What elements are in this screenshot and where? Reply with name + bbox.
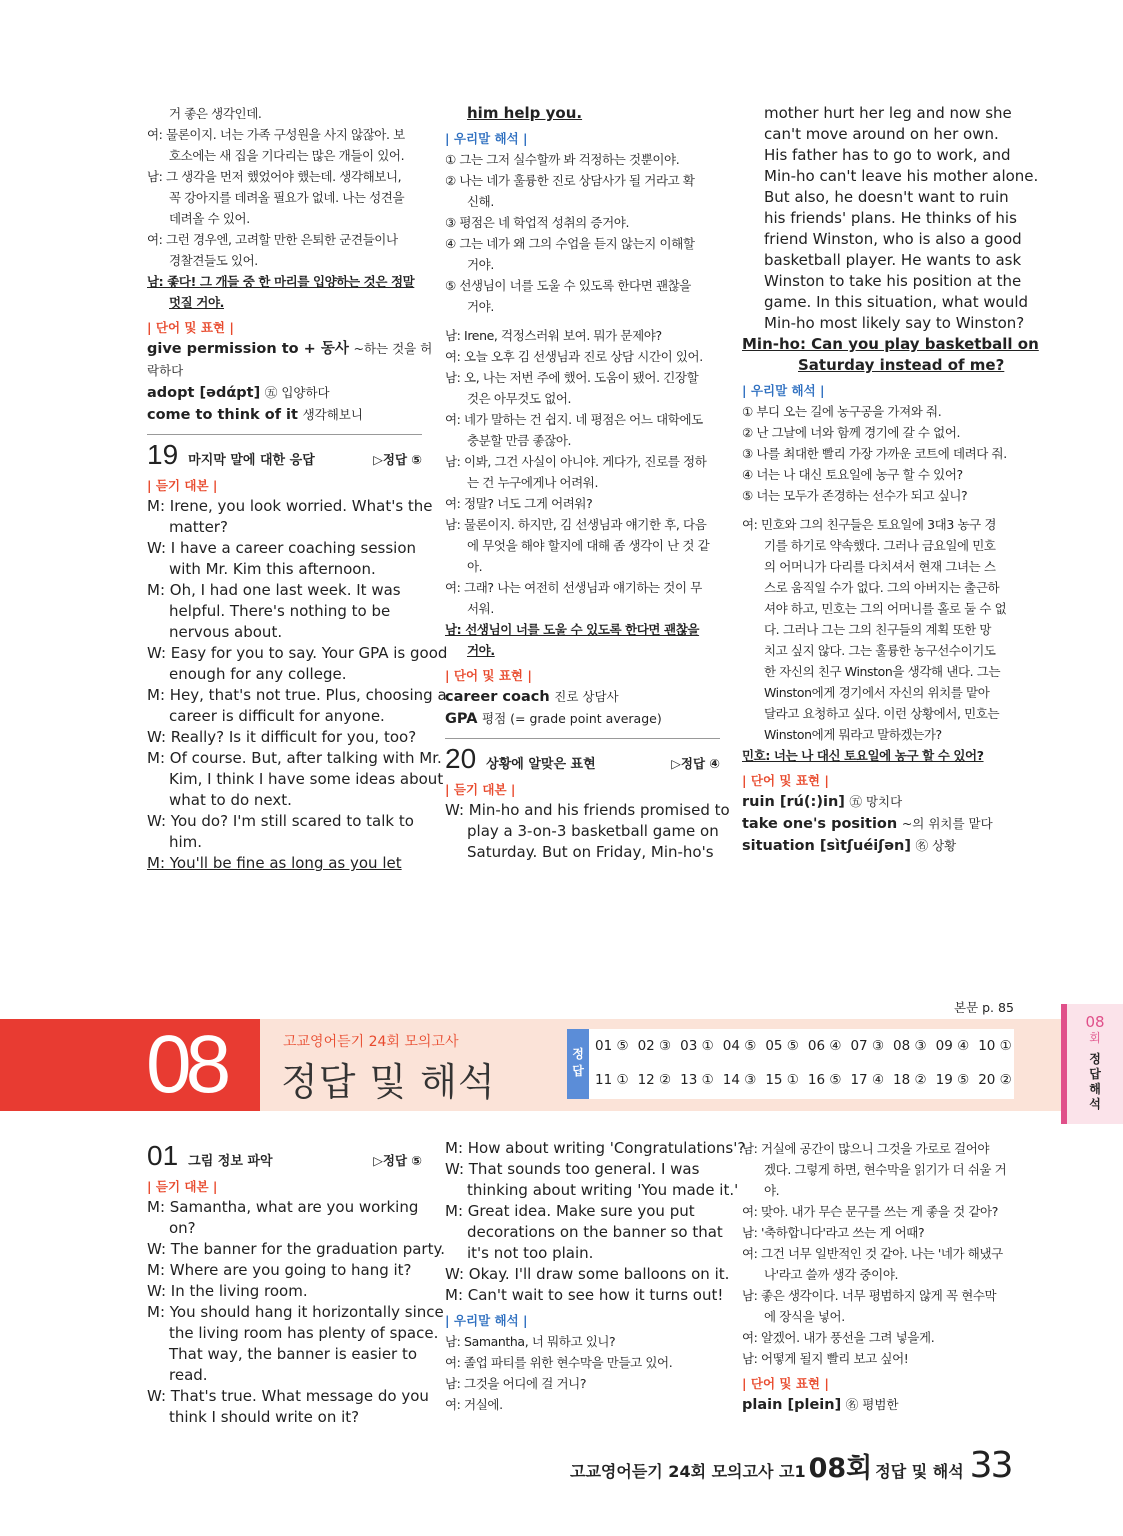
question-number: 20 <box>445 743 477 774</box>
script-line: M: Irene, you look worried. What's the <box>147 497 433 515</box>
script-line: play a 3-on-3 basketball game on <box>467 822 719 840</box>
para-line: Winston에게 경기에서 자신의 위치를 맡아 <box>764 685 990 700</box>
text-line: 거 좋은 생각인데. <box>169 106 262 121</box>
dialog-line: 여: 맞아. 내가 무슨 문구를 쓰는 게 좋을 것 같아? <box>742 1204 998 1219</box>
script-tag: | 듣기 대본 | <box>445 782 516 797</box>
script-line: That way, the banner is easier to <box>169 1345 418 1363</box>
vocab-meaning: 진로 상담사 <box>554 689 619 704</box>
script-line: on? <box>169 1219 196 1237</box>
question-header <box>147 434 422 471</box>
dialog-line: 남: Samantha, 너 뭐하고 있니? <box>445 1334 616 1349</box>
dialog-line: 여: 그건 너무 일반적인 것 같아. 나는 '네가 해냈구 <box>742 1246 1003 1261</box>
vocab-word: plain [plein] <box>742 1397 842 1413</box>
vocab-tag: | 단어 및 표현 | <box>147 320 234 335</box>
question-title: 그림 정보 파악 <box>188 1154 273 1169</box>
answer-cell: 08 ③ <box>893 1038 927 1054</box>
script-line: W: I have a career coaching session <box>147 539 417 557</box>
option-line: 거야. <box>467 257 494 272</box>
vocab-item <box>445 686 720 708</box>
text-line: 꼭 강아지를 데려올 필요가 없네. 나는 성견을 <box>169 190 405 205</box>
script-line: Saturday. But on Friday, Min-ho's <box>467 843 714 861</box>
dialog-line: 남: 어떻게 될지 빨리 보고 싶어! <box>742 1351 909 1366</box>
script-line: his friends' plans. He thinks of his <box>764 209 1017 227</box>
script-line: W: The banner for the graduation party. <box>147 1240 445 1258</box>
option-line: ⑤ 선생님이 너를 도울 수 있도록 한다면 괜찮을 <box>445 278 691 293</box>
answer-line: 민호: 너는 나 대신 토요일에 농구 할 수 있어? <box>742 748 984 763</box>
script-line: M: Oh, I had one last week. It was <box>147 581 401 599</box>
script-line: W: That's true. What message do you <box>147 1387 429 1405</box>
question-title: 마지막 말에 대한 응답 <box>188 453 315 468</box>
option-line: ① 부디 오는 길에 농구공을 가져와 줘. <box>742 404 942 419</box>
text-line: 경찰견들도 있어. <box>169 253 258 268</box>
script-line: Kim, I think I have some ideas about <box>169 770 444 788</box>
answer-cell: 20 ② <box>978 1072 1012 1088</box>
vocab-item <box>445 708 720 730</box>
script-line: M: How about writing 'Congratulations'? <box>445 1139 746 1157</box>
option-line: ③ 나를 최대한 빨리 가장 가까운 코트에 데려다 줘. <box>742 446 1007 461</box>
answer-line: 멋질 거야. <box>169 295 225 310</box>
script-line: Min-ho can't leave his mother alone. <box>764 167 1039 185</box>
dialog-line: 여: 네가 말하는 건 쉽지. 네 평점은 어느 대학에도 <box>445 412 703 427</box>
script-line: friend Winston, who is also a good <box>764 230 1022 248</box>
answer-cell: 17 ④ <box>850 1072 885 1088</box>
answer-cell: 18 ② <box>893 1072 927 1088</box>
vocab-word: ruin [rú(:)in] <box>742 794 845 810</box>
answer-cell: 13 ① <box>680 1072 714 1088</box>
banner-title: 정답 및 해석 <box>281 1060 496 1104</box>
kr-tag: | 우리말 해석 | <box>445 131 528 146</box>
vocab-word: GPA <box>445 711 478 727</box>
script-line: W: Min-ho and his friends promised to <box>445 801 730 819</box>
answer-cell: 01 ⑤ <box>595 1038 629 1054</box>
vocab-meaning: ㊔ 상황 <box>915 838 957 853</box>
side-tab <box>1061 1004 1123 1124</box>
dialog-line: 아. <box>467 559 483 574</box>
text-line: 여: 물론이지. 너는 가족 구성원을 사지 않잖아. 보 <box>147 127 405 142</box>
script-line: nervous about. <box>169 623 283 641</box>
dialog-line: 여: 오늘 오후 김 선생님과 진로 상담 시간이 있어. <box>445 349 703 364</box>
option-line: ⑤ 너는 모두가 존경하는 선수가 되고 싶니? <box>742 488 968 503</box>
para-line: 달라고 요청하고 싶다. 이런 상황에서, 민호는 <box>764 706 1000 721</box>
script-line: game. In this situation, what would <box>764 293 1029 311</box>
banner-subtitle: 고교영어듣기 24회 모의고사 <box>283 1034 459 1050</box>
vocab-item <box>147 338 433 360</box>
vocab-item <box>742 835 1022 857</box>
footer-book-title: 고교영어듣기 24회 모의고사 고1 <box>570 1462 806 1481</box>
script-line: enough for any college. <box>169 665 347 683</box>
side-tab-char: 해 <box>1089 1082 1101 1096</box>
option-line: ① 그는 그저 실수할까 봐 걱정하는 것뿐이야. <box>445 152 680 167</box>
dialog-line: 서워. <box>467 601 494 616</box>
option-line: ③ 평점은 네 학업적 성취의 증거야. <box>445 215 630 230</box>
option-line: 신해. <box>467 194 494 209</box>
script-line: W: You do? I'm still scared to talk to <box>147 812 414 830</box>
script-line: M: Can't wait to see how it turns out! <box>445 1286 724 1304</box>
dialog-line: 남: 오, 나는 저번 주에 했어. 도움이 됐어. 긴장할 <box>445 370 699 385</box>
vocab-word: take one's position <box>742 816 898 832</box>
chapter-number: 08 <box>146 1019 226 1110</box>
para-line: Winston에게 뭐라고 말하겠는가? <box>764 727 942 742</box>
kr-tag: | 우리말 해석 | <box>742 383 825 398</box>
answer-line: Saturday instead of me? <box>798 356 1005 374</box>
para-line: 다. 그러나 그는 그의 친구들의 계획 또한 망 <box>764 622 992 637</box>
answer-cell: 02 ③ <box>637 1038 672 1054</box>
answer-badge: ▷정답 ⑤ <box>373 452 422 467</box>
option-line: ④ 그는 네가 왜 그의 수업을 듣지 않는지 이해할 <box>445 236 695 251</box>
answer-cell: 19 ⑤ <box>935 1072 970 1088</box>
answer-cell: 05 ⑤ <box>765 1038 799 1054</box>
para-line: 한 자신의 친구 Winston을 생각해 낸다. 그는 <box>764 664 1001 679</box>
kr-tag: | 우리말 해석 | <box>445 1313 528 1328</box>
banner-red-block <box>0 1019 260 1111</box>
script-line: Min-ho most likely say to Winston? <box>764 314 1025 332</box>
vocab-item <box>147 360 422 382</box>
question-header <box>445 738 720 775</box>
script-line: W: In the living room. <box>147 1282 308 1300</box>
answer-row-2 <box>595 1072 1012 1088</box>
dialog-line: 충분할 만큼 좋잖아. <box>467 433 572 448</box>
script-line: career is difficult for anyone. <box>169 707 385 725</box>
vocab-meaning: 평점 (= grade point average) <box>482 711 662 726</box>
answer-line: him help you. <box>467 104 583 122</box>
dialog-line: 남: '축하합니다'라고 쓰는 게 어때? <box>742 1225 925 1240</box>
script-line: M: Where are you going to hang it? <box>147 1261 412 1279</box>
answer-line: 남: 좋다! 그 개들 중 한 마리를 입양하는 것은 정말 <box>147 274 415 289</box>
answer-cell: 14 ③ <box>722 1072 757 1088</box>
vocab-item <box>742 813 1022 835</box>
answer-cell: 11 ① <box>595 1072 629 1088</box>
script-line: thinking about writing 'You made it.' <box>467 1181 739 1199</box>
script-line: the living room has plenty of space. <box>169 1324 439 1342</box>
dialog-line: 여: 정말? 너도 그게 어려워? <box>445 496 593 511</box>
answer-cell: 06 ④ <box>807 1038 842 1054</box>
text-line: 남: 그 생각을 먼저 했었어야 했는데. 생각해보니, <box>147 169 402 184</box>
script-line: M: Samantha, what are you working <box>147 1198 419 1216</box>
vocab-meaning: ~의 위치를 맡다 <box>901 816 993 831</box>
script-line: basketball player. He wants to ask <box>764 251 1022 269</box>
dialog-line: 것은 아무것도 없어. <box>467 391 572 406</box>
answer-cell: 16 ⑤ <box>807 1072 842 1088</box>
dialog-line: 겠다. 그렇게 하면, 현수막을 읽기가 더 쉬울 거 <box>764 1162 1007 1177</box>
vocab-word: come to think of it <box>147 407 298 423</box>
para-line: 셔야 하고, 민호는 그의 어머니를 홀로 둘 수 없 <box>764 601 1007 616</box>
vocab-tag: | 단어 및 표현 | <box>742 773 829 788</box>
dialog-line: 여: 알겠어. 내가 풍선을 그려 넣을게. <box>742 1330 935 1345</box>
answer-badge: ▷정답 ④ <box>671 756 720 771</box>
script-line: W: Really? Is it difficult for you, too? <box>147 728 417 746</box>
script-tag: | 듣기 대본 | <box>147 1179 218 1194</box>
column-6 <box>742 1138 1022 1416</box>
column-3 <box>742 103 1039 857</box>
dialog-line: 에 무엇을 해야 할지에 대해 좀 생각이 난 것 같 <box>467 538 710 553</box>
script-line: His father has to go to work, and <box>764 146 1011 164</box>
script-line: W: That sounds too general. I was <box>445 1160 700 1178</box>
question-header <box>147 1136 422 1172</box>
script-line: with Mr. Kim this afternoon. <box>169 560 376 578</box>
script-line: M: You should hang it horizontally since <box>147 1303 444 1321</box>
question-number: 19 <box>147 439 179 470</box>
script-line: helpful. There's nothing to be <box>169 602 391 620</box>
answer-line: 남: 선생님이 너를 도울 수 있도록 한다면 괜찮을 <box>445 622 700 637</box>
vocab-meaning: ㊔ 평범한 <box>845 1397 899 1412</box>
dialog-line: 남: 그것을 어디에 걸 거니? <box>445 1376 587 1391</box>
vocab-word: adopt [ədάpt] <box>147 385 261 401</box>
answer-cell: 09 ④ <box>935 1038 970 1054</box>
script-line: think I should write on it? <box>169 1408 360 1426</box>
text-line: 여: 그런 경우엔, 고려할 만한 은퇴한 군견들이나 <box>147 232 398 247</box>
side-tab-char: 석 <box>1089 1097 1101 1111</box>
answer-cell: 03 ① <box>680 1038 714 1054</box>
answer-grid-label: 정답 <box>567 1029 589 1099</box>
vocab-tag: | 단어 및 표현 | <box>445 668 532 683</box>
page-reference: 본문 p. 85 <box>954 1000 1014 1015</box>
column-2 <box>445 103 730 863</box>
dialog-line: 여: 그래? 나는 여전히 선생님과 얘기하는 것이 무 <box>445 580 702 595</box>
column-1 <box>147 103 448 874</box>
vocab-word: career coach <box>445 689 550 705</box>
option-line: ② 나는 네가 훌륭한 진로 상담사가 될 거라고 확 <box>445 173 695 188</box>
vocab-item <box>147 404 422 426</box>
vocab-meaning: ~하는 것을 허 <box>353 341 433 356</box>
script-line: But also, he doesn't want to ruin <box>764 188 1009 206</box>
column-4 <box>147 1136 445 1428</box>
vocab-word: situation [sìtʃuéiʃən] <box>742 838 911 854</box>
side-tab-char: 정 <box>1089 1052 1101 1066</box>
script-line: him. <box>169 833 203 851</box>
answer-badge: ▷정답 ⑤ <box>373 1153 422 1168</box>
dialog-line: 남: 물론이지. 하지만, 김 선생님과 얘기한 후, 다음 <box>445 517 707 532</box>
vocab-item <box>742 1394 1022 1416</box>
script-line: decorations on the banner so that <box>467 1223 723 1241</box>
text-line: 데려올 수 있어. <box>169 211 250 226</box>
vocab-meaning: ㊄ 입양하다 <box>264 385 330 400</box>
answer-line: 거야. <box>467 643 495 658</box>
page-number: 33 <box>969 1445 1012 1486</box>
text-line: 호소에는 새 집을 기다리는 많은 개들이 있어. <box>169 148 405 163</box>
script-line: can't move around on her own. <box>764 125 999 143</box>
question-number: 01 <box>147 1140 179 1171</box>
dialog-line: 는 건 누구에게나 어려워. <box>467 475 599 490</box>
page-footer <box>570 1445 1011 1486</box>
answer-cell: 15 ① <box>765 1072 799 1088</box>
script-line: Winston to take his position at the <box>764 272 1022 290</box>
dialog-line: 남: Irene, 걱정스러워 보여. 뭐가 문제야? <box>445 328 662 343</box>
question-title: 상황에 알맞은 표현 <box>486 757 596 772</box>
vocab-meaning: ㊄ 망치다 <box>849 794 903 809</box>
dialog-line: 나'라고 쓸까 생각 중이야. <box>764 1267 899 1282</box>
dialog-line: 야. <box>764 1183 780 1198</box>
answer-line: Min-ho: Can you play basketball on <box>742 335 1039 353</box>
side-tab-hoe: 회 <box>1089 1031 1101 1045</box>
vocab-meaning: 락하다 <box>147 363 184 378</box>
answer-cell: 07 ③ <box>850 1038 885 1054</box>
answer-cell: 04 ⑤ <box>722 1038 757 1054</box>
script-line: M: You'll be fine as long as you let <box>147 854 402 872</box>
dialog-line: 여: 졸업 파티를 위한 현수막을 만들고 있어. <box>445 1355 673 1370</box>
para-line: 치고 싶지 않다. 그는 훌륭한 농구선수이기도 <box>764 643 996 658</box>
dialog-line: 여: 거실에. <box>445 1397 503 1412</box>
vocab-meaning: 생각해보니 <box>302 407 363 422</box>
footer-chapter: 08회 <box>808 1453 873 1484</box>
dialog-line: 남: 좋은 생각이다. 너무 평범하지 않게 꼭 현수막 <box>742 1288 997 1303</box>
script-line: it's not too plain. <box>467 1244 594 1262</box>
dialog-line: 남: 거실에 공간이 많으니 그것을 가로로 걸어야 <box>742 1141 990 1156</box>
script-line: M: Hey, that's not true. Plus, choosing a <box>147 686 447 704</box>
vocab-word: give permission to + 동사 <box>147 341 349 357</box>
vocab-item <box>742 791 1022 813</box>
script-line: matter? <box>169 518 228 536</box>
script-line: M: Of course. But, after talking with Mr. <box>147 749 442 767</box>
para-line: 스로 움직일 수가 없다. 그의 아버지는 출근하 <box>764 580 1000 595</box>
footer-section: 정답 및 해석 <box>875 1462 964 1481</box>
script-line: mother hurt her leg and now she <box>764 104 1012 122</box>
option-line: 거야. <box>467 299 494 314</box>
option-line: ② 난 그날에 너와 함께 경기에 갈 수 없어. <box>742 425 961 440</box>
para-line: 여: 민호와 그의 친구들은 토요일에 3대3 농구 경 <box>742 517 997 532</box>
side-tab-char: 답 <box>1089 1067 1101 1081</box>
para-line: 의 어머니가 다리를 다치셔서 현재 그녀는 스 <box>764 559 996 574</box>
option-line: ④ 너는 나 대신 토요일에 농구 할 수 있어? <box>742 467 963 482</box>
para-line: 기를 하기로 약속했다. 그러나 금요일에 민호 <box>764 538 996 553</box>
side-tab-number: 08 <box>1085 1013 1105 1031</box>
answer-cell: 10 ① <box>978 1038 1012 1054</box>
answer-cell: 12 ② <box>637 1072 672 1088</box>
dialog-line: 에 장식을 넣어. <box>764 1309 845 1324</box>
script-tag: | 듣기 대본 | <box>147 478 218 493</box>
script-line: M: Great idea. Make sure you put <box>445 1202 695 1220</box>
dialog-line: 남: 이봐, 그건 사실이 아니야. 게다가, 진로를 정하 <box>445 454 707 469</box>
script-line: W: Okay. I'll draw some balloons on it. <box>445 1265 730 1283</box>
answer-row-1 <box>595 1038 1012 1054</box>
column-5 <box>445 1138 746 1415</box>
vocab-tag: | 단어 및 표현 | <box>742 1376 829 1391</box>
vocab-item <box>147 382 422 404</box>
answer-grid <box>567 1029 1014 1099</box>
script-line: what to do next. <box>169 791 292 809</box>
script-line: read. <box>169 1366 208 1384</box>
script-line: W: Easy for you to say. Your GPA is good <box>147 644 448 662</box>
chapter-banner <box>0 1019 1062 1111</box>
